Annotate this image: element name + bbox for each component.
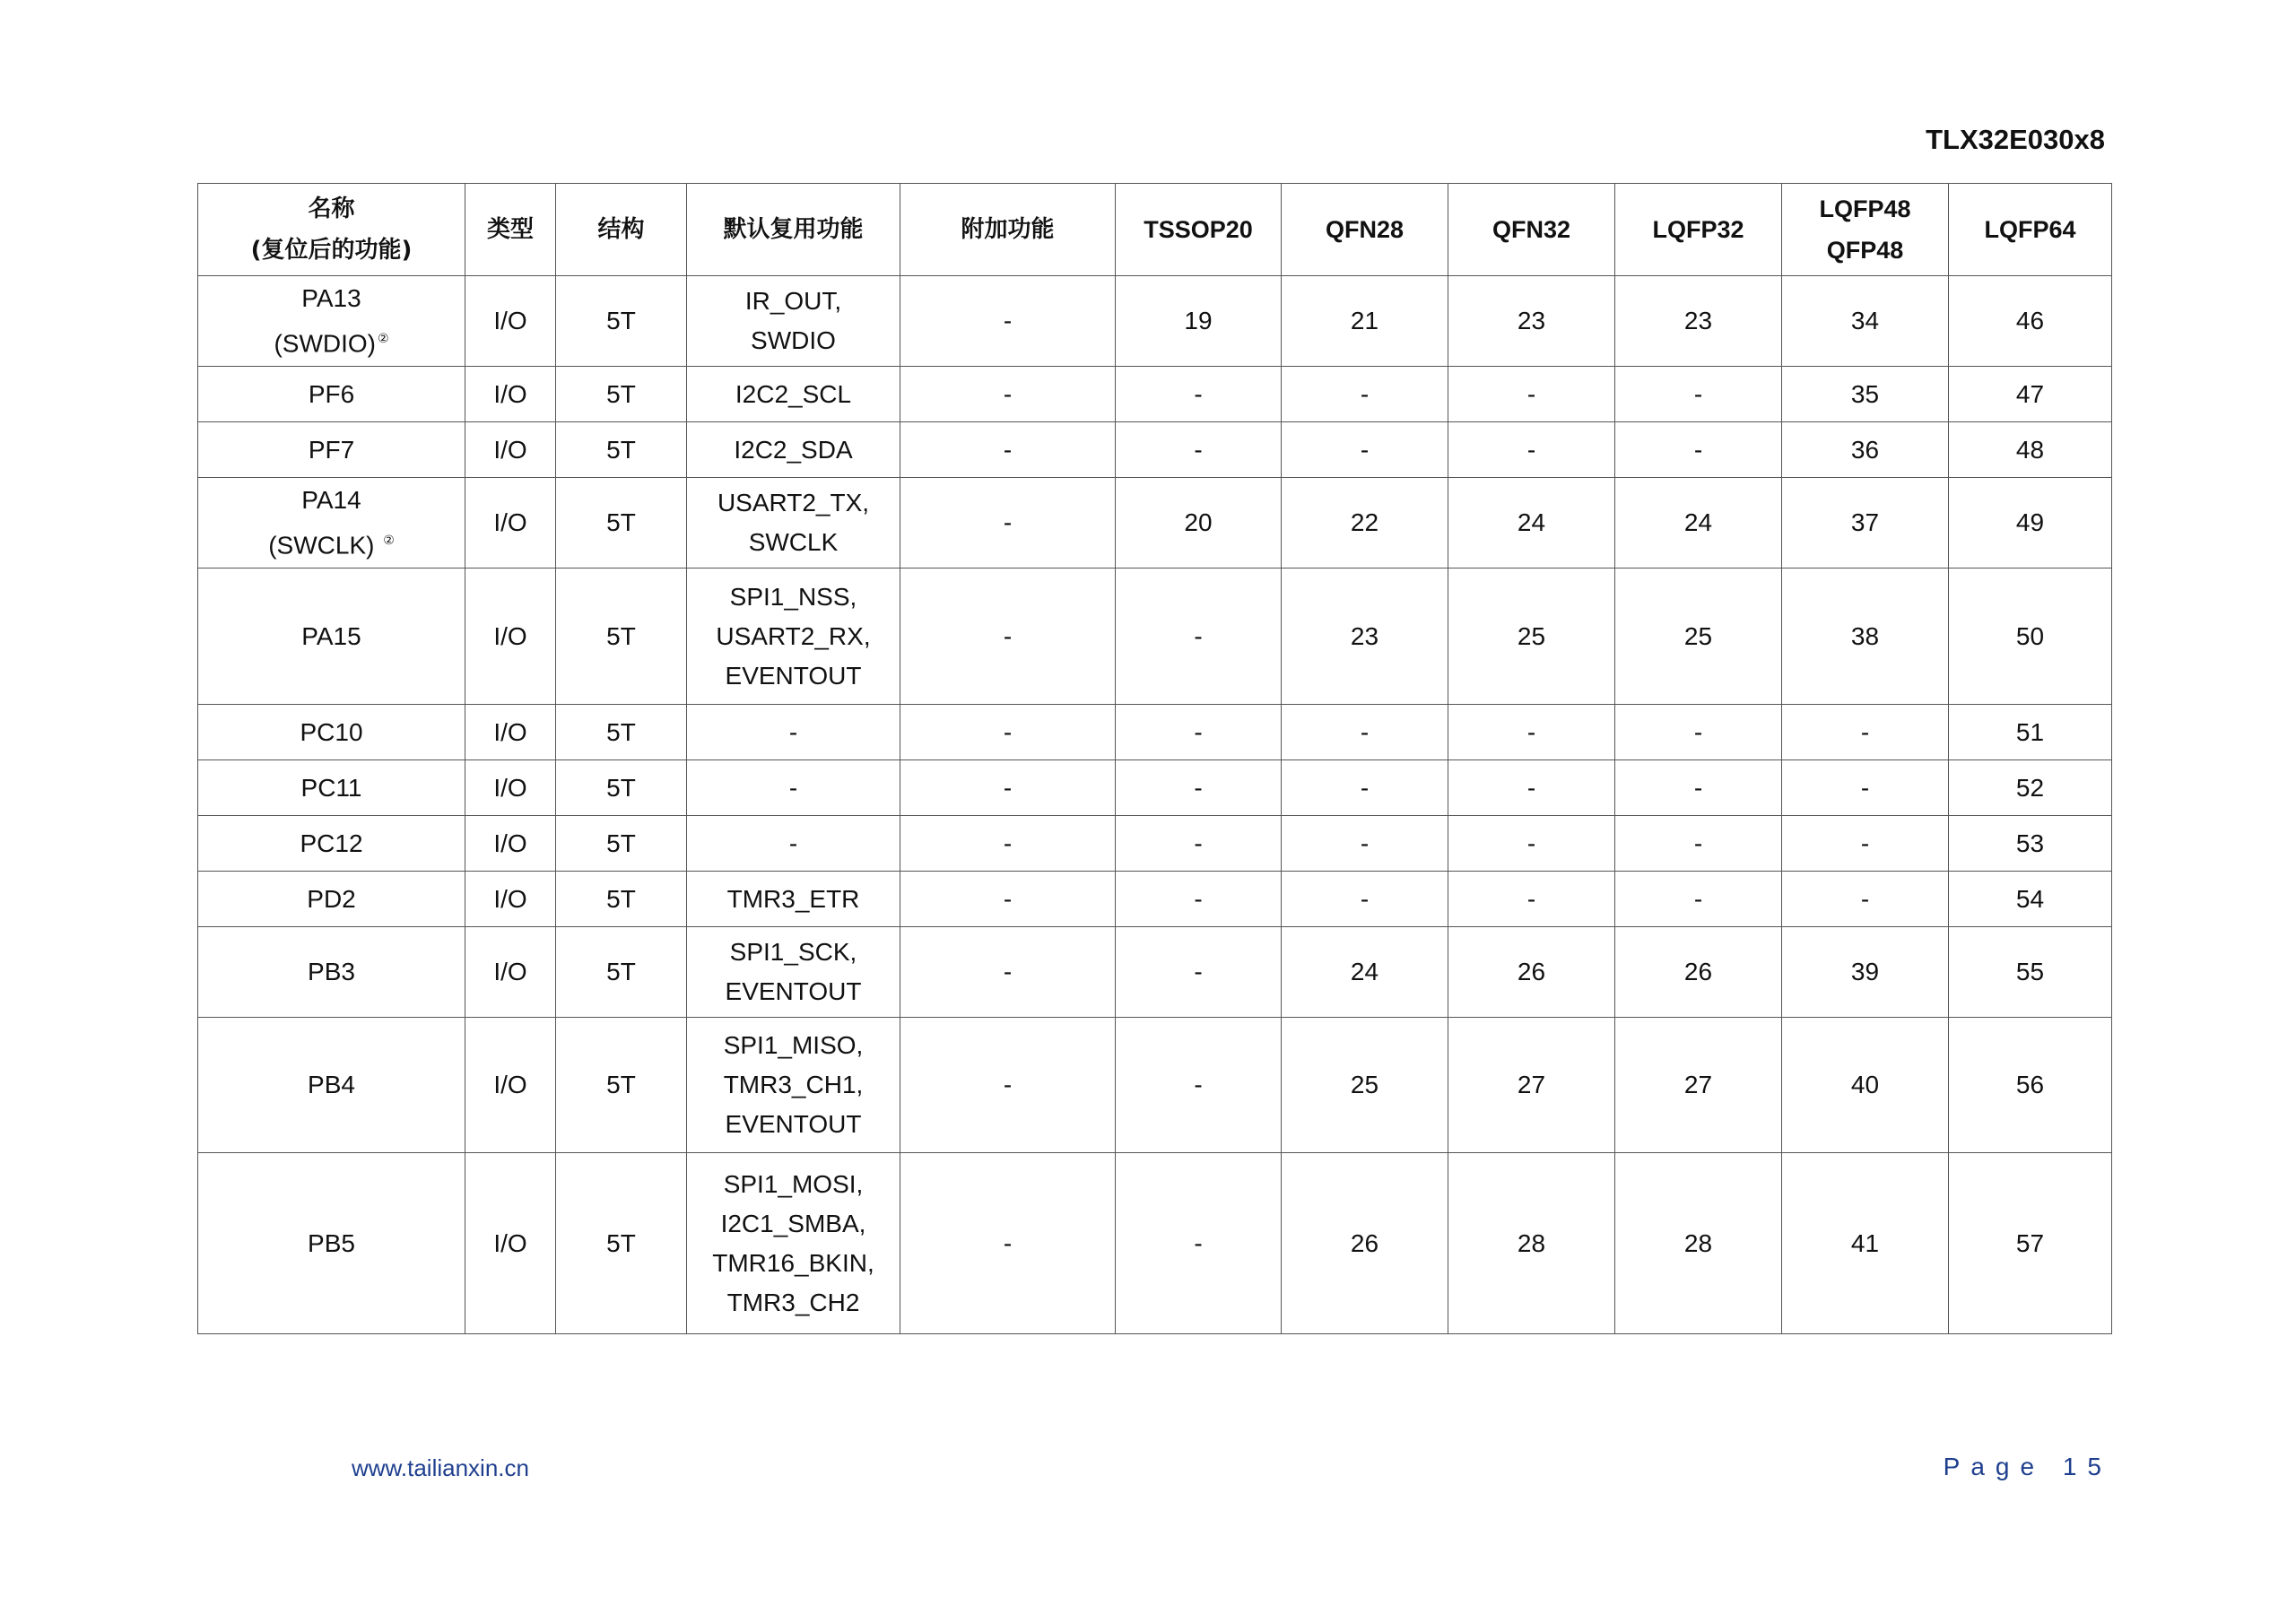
table-row [198, 276, 2112, 367]
cell-qfn28: - [1282, 422, 1448, 478]
cell-type: I/O [465, 1153, 556, 1334]
table-row [198, 927, 2112, 1018]
table-row [198, 816, 2112, 872]
cell-name: PC11 [198, 760, 465, 816]
cell-lqfp64: 57 [1949, 1153, 2112, 1334]
cell-extra: - [900, 1153, 1116, 1334]
cell-tssop20: - [1116, 872, 1282, 927]
cell-name: PF7 [198, 422, 465, 478]
cell-qfn32: 28 [1448, 1153, 1615, 1334]
cell-alt: TMR3_ETR [687, 872, 900, 927]
cell-lqfp48: - [1782, 705, 1949, 760]
column-header: LQFP64 [1949, 184, 2112, 276]
cell-qfn28: 22 [1282, 478, 1448, 568]
cell-qfn32: - [1448, 422, 1615, 478]
cell-lqfp48: 38 [1782, 568, 1949, 705]
table-header-row [198, 184, 2112, 276]
cell-extra: - [900, 705, 1116, 760]
cell-lqfp64: 56 [1949, 1018, 2112, 1153]
cell-lqfp32: - [1615, 705, 1782, 760]
cell-alt: - [687, 816, 900, 872]
table-row [198, 367, 2112, 422]
column-header: 类型 [465, 184, 556, 276]
cell-struct: 5T [556, 1153, 687, 1334]
cell-qfn32: 26 [1448, 927, 1615, 1018]
cell-lqfp64: 52 [1949, 760, 2112, 816]
cell-type: I/O [465, 422, 556, 478]
cell-extra: - [900, 1018, 1116, 1153]
cell-type: I/O [465, 1018, 556, 1153]
cell-tssop20: - [1116, 568, 1282, 705]
cell-name: PB3 [198, 927, 465, 1018]
cell-lqfp32: 27 [1615, 1018, 1782, 1153]
cell-struct: 5T [556, 927, 687, 1018]
cell-qfn32: 23 [1448, 276, 1615, 367]
cell-struct: 5T [556, 760, 687, 816]
column-header: 名称 (复位后的功能) [198, 184, 465, 276]
cell-tssop20: - [1116, 927, 1282, 1018]
cell-lqfp64: 54 [1949, 872, 2112, 927]
cell-tssop20: - [1116, 422, 1282, 478]
cell-tssop20: 20 [1116, 478, 1282, 568]
cell-tssop20: - [1116, 1153, 1282, 1334]
cell-name: PA13 (SWDIO) ② [198, 276, 465, 367]
cell-extra: - [900, 760, 1116, 816]
cell-lqfp48: 40 [1782, 1018, 1949, 1153]
cell-qfn28: 25 [1282, 1018, 1448, 1153]
column-header: 附加功能 [900, 184, 1116, 276]
cell-tssop20: - [1116, 1018, 1282, 1153]
cell-alt: SPI1_MISO, TMR3_CH1, EVENTOUT [687, 1018, 900, 1153]
column-header: QFN28 [1282, 184, 1448, 276]
cell-tssop20: 19 [1116, 276, 1282, 367]
cell-lqfp32: 26 [1615, 927, 1782, 1018]
cell-alt: SPI1_SCK, EVENTOUT [687, 927, 900, 1018]
cell-alt: - [687, 760, 900, 816]
cell-lqfp64: 49 [1949, 478, 2112, 568]
table-row [198, 422, 2112, 478]
table-row [198, 760, 2112, 816]
cell-extra: - [900, 927, 1116, 1018]
cell-struct: 5T [556, 367, 687, 422]
cell-name: PC12 [198, 816, 465, 872]
cell-lqfp32: - [1615, 816, 1782, 872]
cell-lqfp48: 39 [1782, 927, 1949, 1018]
footnote-mark: ② [383, 532, 395, 547]
cell-qfn32: - [1448, 705, 1615, 760]
cell-qfn32: 24 [1448, 478, 1615, 568]
cell-alt: USART2_TX, SWCLK [687, 478, 900, 568]
cell-struct: 5T [556, 816, 687, 872]
column-header: 结构 [556, 184, 687, 276]
column-header: LQFP32 [1615, 184, 1782, 276]
pin-definition-table [197, 183, 2112, 1334]
cell-lqfp64: 53 [1949, 816, 2112, 872]
cell-lqfp48: 41 [1782, 1153, 1949, 1334]
cell-type: I/O [465, 568, 556, 705]
cell-qfn28: 23 [1282, 568, 1448, 705]
cell-qfn32: 27 [1448, 1018, 1615, 1153]
cell-extra: - [900, 568, 1116, 705]
cell-struct: 5T [556, 1018, 687, 1153]
cell-lqfp64: 50 [1949, 568, 2112, 705]
cell-qfn28: 24 [1282, 927, 1448, 1018]
table-body [198, 276, 2112, 1334]
cell-alt: - [687, 705, 900, 760]
cell-qfn28: - [1282, 816, 1448, 872]
footer-page-number: Page 15 [1943, 1453, 2112, 1480]
cell-extra: - [900, 367, 1116, 422]
cell-lqfp32: 23 [1615, 276, 1782, 367]
cell-lqfp48: - [1782, 760, 1949, 816]
cell-qfn28: 21 [1282, 276, 1448, 367]
table-row [198, 1153, 2112, 1334]
column-header: TSSOP20 [1116, 184, 1282, 276]
table-row [198, 1018, 2112, 1153]
cell-qfn32: - [1448, 760, 1615, 816]
cell-qfn28: - [1282, 367, 1448, 422]
cell-type: I/O [465, 367, 556, 422]
cell-qfn28: 26 [1282, 1153, 1448, 1334]
cell-struct: 5T [556, 568, 687, 705]
cell-extra: - [900, 422, 1116, 478]
cell-lqfp32: - [1615, 367, 1782, 422]
cell-lqfp32: 28 [1615, 1153, 1782, 1334]
cell-extra: - [900, 816, 1116, 872]
cell-type: I/O [465, 872, 556, 927]
cell-name: PD2 [198, 872, 465, 927]
table-row [198, 568, 2112, 705]
cell-alt: SPI1_NSS, USART2_RX, EVENTOUT [687, 568, 900, 705]
footer-website-link[interactable]: www.tailianxin.cn [352, 1454, 529, 1481]
cell-qfn28: - [1282, 705, 1448, 760]
cell-lqfp64: 47 [1949, 367, 2112, 422]
cell-struct: 5T [556, 478, 687, 568]
cell-lqfp64: 51 [1949, 705, 2112, 760]
cell-qfn28: - [1282, 872, 1448, 927]
cell-tssop20: - [1116, 705, 1282, 760]
cell-lqfp48: 37 [1782, 478, 1949, 568]
cell-struct: 5T [556, 705, 687, 760]
cell-name: PB4 [198, 1018, 465, 1153]
cell-lqfp64: 48 [1949, 422, 2112, 478]
cell-lqfp32: - [1615, 872, 1782, 927]
cell-qfn28: - [1282, 760, 1448, 816]
cell-lqfp48: - [1782, 872, 1949, 927]
cell-alt: I2C2_SDA [687, 422, 900, 478]
cell-type: I/O [465, 478, 556, 568]
footnote-mark: ② [377, 330, 389, 345]
cell-type: I/O [465, 927, 556, 1018]
cell-lqfp64: 55 [1949, 927, 2112, 1018]
cell-lqfp48: - [1782, 816, 1949, 872]
column-header: 默认复用功能 [687, 184, 900, 276]
cell-type: I/O [465, 760, 556, 816]
cell-struct: 5T [556, 276, 687, 367]
cell-type: I/O [465, 816, 556, 872]
cell-type: I/O [465, 276, 556, 367]
cell-alt: I2C2_SCL [687, 367, 900, 422]
cell-tssop20: - [1116, 367, 1282, 422]
cell-extra: - [900, 276, 1116, 367]
cell-name: PF6 [198, 367, 465, 422]
cell-struct: 5T [556, 422, 687, 478]
cell-qfn32: - [1448, 816, 1615, 872]
cell-lqfp32: - [1615, 422, 1782, 478]
cell-name: PC10 [198, 705, 465, 760]
cell-lqfp32: 25 [1615, 568, 1782, 705]
cell-extra: - [900, 872, 1116, 927]
cell-tssop20: - [1116, 816, 1282, 872]
cell-qfn32: - [1448, 872, 1615, 927]
column-header: LQFP48 QFP48 [1782, 184, 1949, 276]
cell-lqfp32: 24 [1615, 478, 1782, 568]
document-title: TLX32E030x8 [1926, 124, 2105, 155]
table-row [198, 705, 2112, 760]
cell-struct: 5T [556, 872, 687, 927]
cell-lqfp48: 35 [1782, 367, 1949, 422]
table-row [198, 478, 2112, 568]
cell-type: I/O [465, 705, 556, 760]
column-header: QFN32 [1448, 184, 1615, 276]
cell-alt: IR_OUT, SWDIO [687, 276, 900, 367]
cell-lqfp32: - [1615, 760, 1782, 816]
cell-lqfp64: 46 [1949, 276, 2112, 367]
cell-name: PA14 (SWCLK) ② [198, 478, 465, 568]
cell-alt: SPI1_MOSI, I2C1_SMBA, TMR16_BKIN, TMR3_CH2 [687, 1153, 900, 1334]
cell-extra: - [900, 478, 1116, 568]
cell-tssop20: - [1116, 760, 1282, 816]
cell-qfn32: 25 [1448, 568, 1615, 705]
cell-lqfp48: 36 [1782, 422, 1949, 478]
table-row [198, 872, 2112, 927]
cell-lqfp48: 34 [1782, 276, 1949, 367]
cell-name: PA15 [198, 568, 465, 705]
cell-qfn32: - [1448, 367, 1615, 422]
cell-name: PB5 [198, 1153, 465, 1334]
